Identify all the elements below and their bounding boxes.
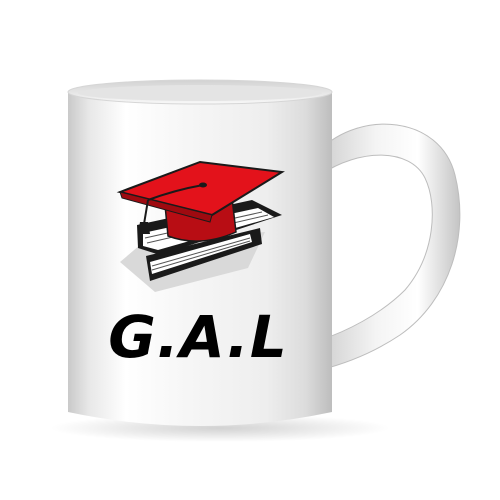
mug-handle [320,124,460,370]
mug-opening [78,85,322,101]
mug-print-text: G.A.L [108,303,288,371]
